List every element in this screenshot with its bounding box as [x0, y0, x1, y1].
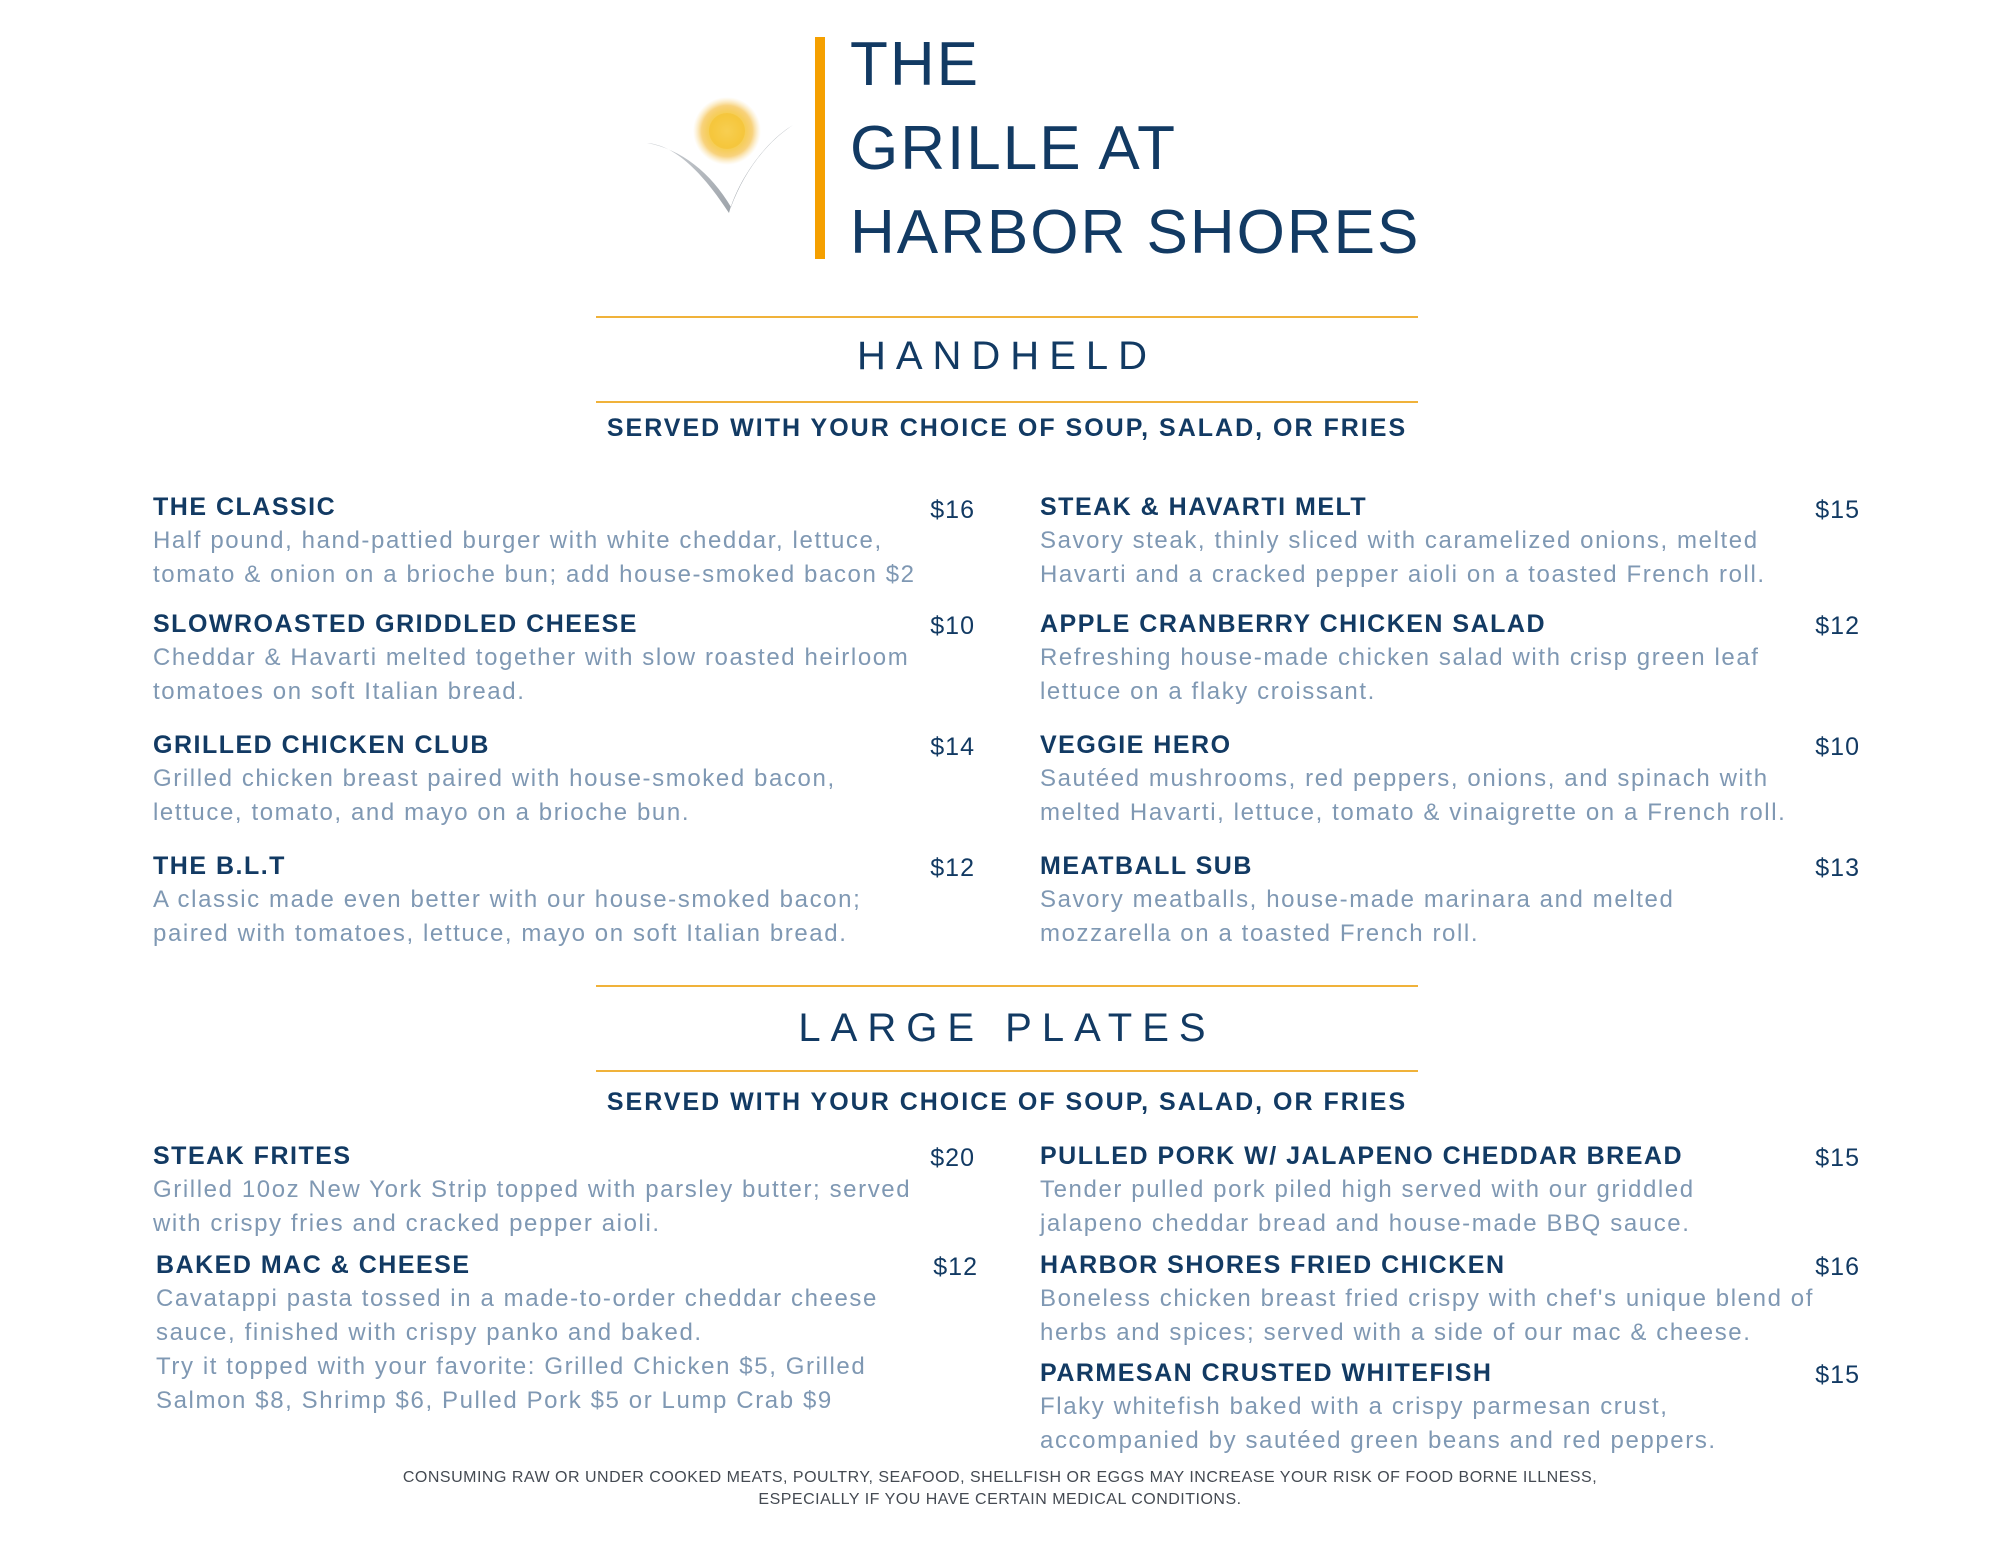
disclaimer-line: CONSUMING RAW OR UNDER COOKED MEATS, POULTRY, SEAFOOD, SHELLFISH OR EGGS MAY INCREASE YOUR RISK OF FOOD BORNE ILLNESS, [402, 1469, 1598, 1486]
item-name: GRILLED CHICKEN CLUB [153, 731, 490, 759]
item-description: Try it topped with your favorite: Grilled Chicken $5, Grilled [156, 1353, 867, 1380]
item-description: with crispy fries and cracked pepper aioli. [153, 1210, 661, 1237]
item-name: PULLED PORK W/ JALAPENO CHEDDAR BREAD [1040, 1142, 1684, 1170]
section-divider-bottom [596, 401, 1418, 403]
item-name: VEGGIE HERO [1040, 731, 1232, 759]
section-divider-bottom [596, 1070, 1418, 1072]
item-price: $16 [1815, 1253, 1860, 1281]
item-price: $10 [930, 612, 975, 640]
item-description: Half pound, hand-pattied burger with white cheddar, lettuce, [153, 527, 883, 554]
section-subtitle-handheld: SERVED WITH YOUR CHOICE OF SOUP, SALAD, OR FRIES [606, 414, 1408, 442]
section-divider-top [596, 316, 1418, 318]
item-price: $15 [1815, 496, 1860, 524]
item-price: $14 [930, 733, 975, 761]
item-description: Cavatappi pasta tossed in a made-to-order cheddar cheese [156, 1285, 878, 1312]
item-description: Tender pulled pork piled high served with our griddled [1040, 1176, 1695, 1203]
title-accent-bar [815, 37, 825, 259]
section-title-large-plates: LARGE PLATES [798, 1006, 1216, 1050]
section-divider-top [596, 985, 1418, 987]
logo-sun-swoosh-icon [645, 95, 805, 225]
section-subtitle-large-plates: SERVED WITH YOUR CHOICE OF SOUP, SALAD, OR FRIES [606, 1088, 1408, 1116]
item-price: $16 [930, 496, 975, 524]
item-price: $15 [1815, 1361, 1860, 1389]
item-description: tomato & onion on a brioche bun; add house-smoked bacon $2 [153, 561, 916, 588]
item-description: Havarti and a cracked pepper aioli on a toasted French roll. [1040, 561, 1766, 588]
item-description: mozzarella on a toasted French roll. [1040, 920, 1480, 947]
item-description: melted Havarti, lettuce, tomato & vinaigrette on a French roll. [1040, 799, 1787, 826]
health-disclaimer [300, 1467, 1700, 1511]
item-name: STEAK FRITES [153, 1142, 352, 1170]
disclaimer-line: ESPECIALLY IF YOU HAVE CERTAIN MEDICAL CONDITIONS. [758, 1491, 1242, 1508]
item-description: sauce, finished with crispy panko and baked. [156, 1319, 703, 1346]
section-title-handheld: HANDHELD [856, 334, 1158, 378]
item-name: STEAK & HAVARTI MELT [1040, 493, 1368, 521]
item-price: $10 [1815, 733, 1860, 761]
item-price: $20 [930, 1144, 975, 1172]
item-name: BAKED MAC & CHEESE [156, 1251, 471, 1279]
item-price: $12 [933, 1253, 978, 1281]
item-name: MEATBALL SUB [1040, 852, 1253, 880]
item-description: Sautéed mushrooms, red peppers, onions, and spinach with [1040, 765, 1769, 792]
item-description: Grilled chicken breast paired with house-smoked bacon, [153, 765, 836, 792]
item-description: Cheddar & Havarti melted together with slow roasted heirloom [153, 644, 910, 671]
item-price: $13 [1815, 854, 1860, 882]
item-description: Grilled 10oz New York Strip topped with parsley butter; served [153, 1176, 912, 1203]
item-description: accompanied by sautéed green beans and red peppers. [1040, 1427, 1717, 1454]
item-name: THE B.L.T [153, 852, 286, 880]
restaurant-title-line-1: THE [850, 30, 980, 99]
item-price: $15 [1815, 1144, 1860, 1172]
item-description: Savory steak, thinly sliced with caramelized onions, melted [1040, 527, 1759, 554]
item-description: lettuce on a flaky croissant. [1040, 678, 1376, 705]
item-name: APPLE CRANBERRY CHICKEN SALAD [1040, 610, 1547, 638]
item-price: $12 [930, 854, 975, 882]
item-description: Boneless chicken breast fried crispy with chef's unique blend of [1040, 1285, 1815, 1312]
item-name: SLOWROASTED GRIDDLED CHEESE [153, 610, 638, 638]
item-description: A classic made even better with our house-smoked bacon; [153, 886, 862, 913]
item-description: paired with tomatoes, lettuce, mayo on soft Italian bread. [153, 920, 848, 947]
item-description: Savory meatballs, house-made marinara and melted [1040, 886, 1675, 913]
item-description: Salmon $8, Shrimp $6, Pulled Pork $5 or Lump Crab $9 [156, 1387, 833, 1414]
item-description: Flaky whitefish baked with a crispy parmesan crust, [1040, 1393, 1669, 1420]
restaurant-title-line-3: HARBOR SHORES [850, 198, 1421, 267]
item-description: tomatoes on soft Italian bread. [153, 678, 526, 705]
item-name: HARBOR SHORES FRIED CHICKEN [1040, 1251, 1506, 1279]
restaurant-title-line-2: GRILLE AT [850, 114, 1177, 183]
item-description: herbs and spices; served with a side of our mac & cheese. [1040, 1319, 1752, 1346]
item-description: lettuce, tomato, and mayo on a brioche bun. [153, 799, 691, 826]
item-description: Refreshing house-made chicken salad with crisp green leaf [1040, 644, 1760, 671]
item-price: $12 [1815, 612, 1860, 640]
item-name: PARMESAN CRUSTED WHITEFISH [1040, 1359, 1493, 1387]
item-name: THE CLASSIC [153, 493, 337, 521]
item-description: jalapeno cheddar bread and house-made BBQ sauce. [1040, 1210, 1691, 1237]
